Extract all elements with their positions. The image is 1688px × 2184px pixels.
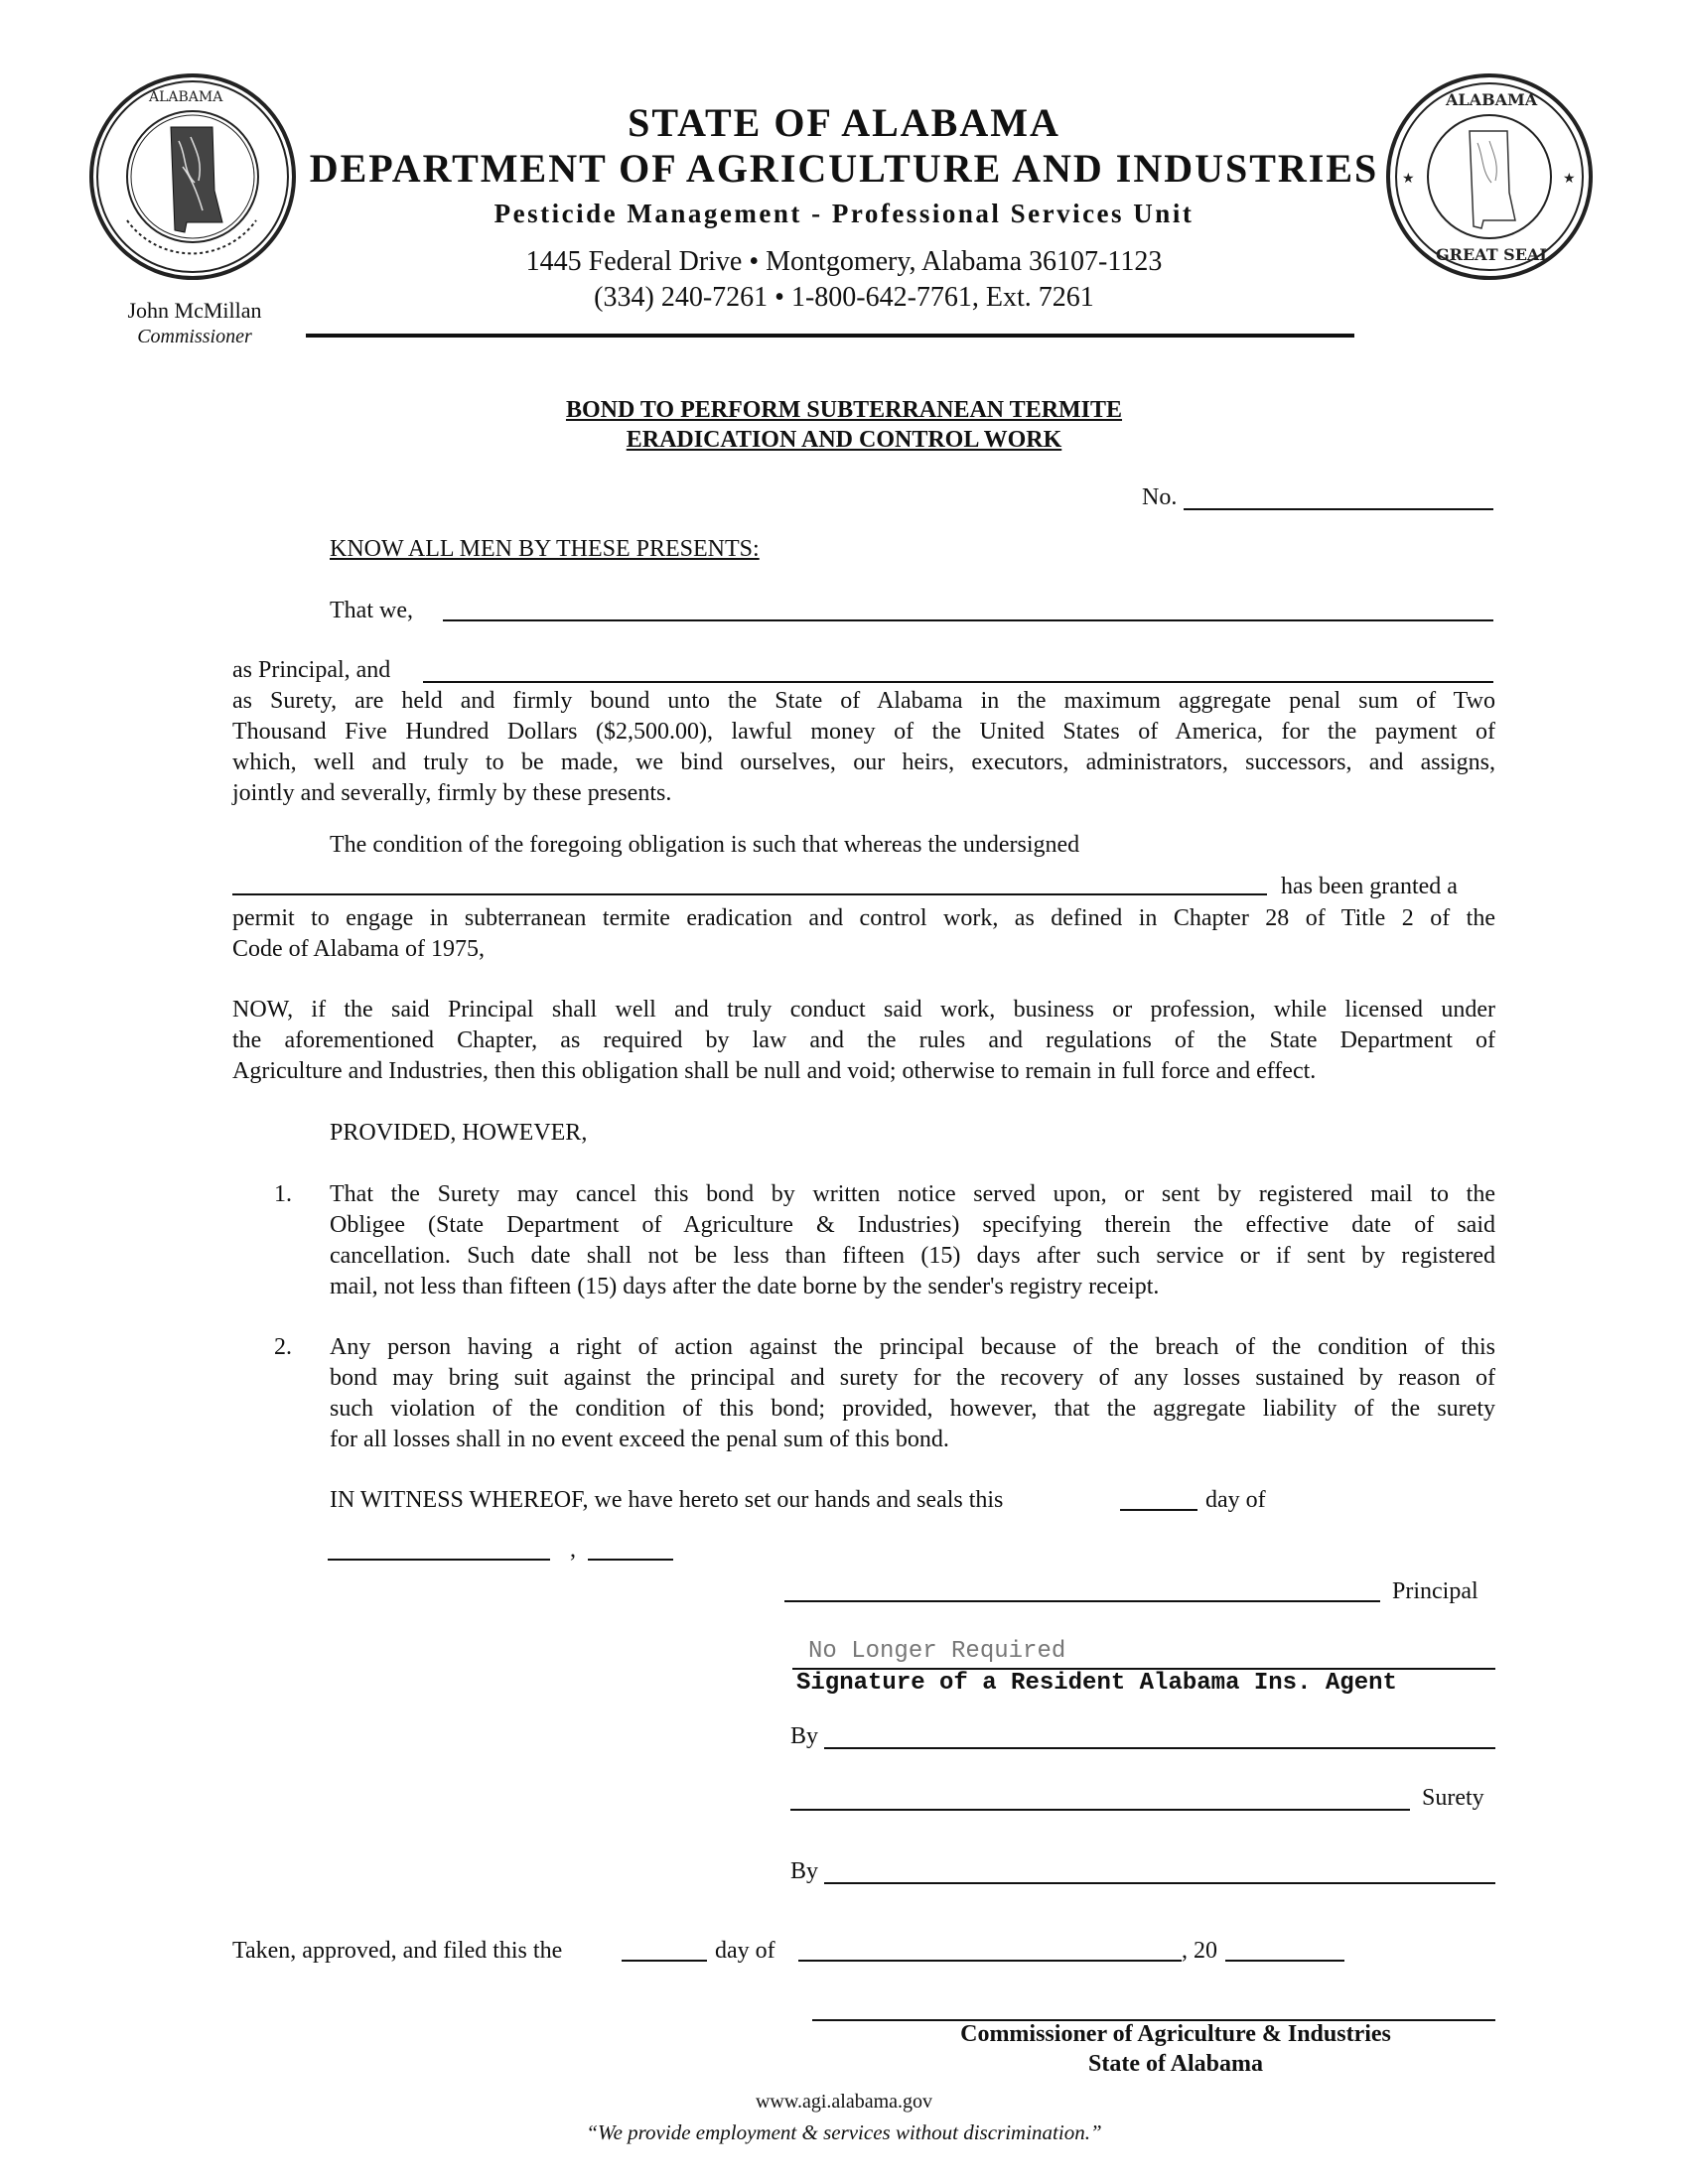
witness-day-of: day of	[1205, 1487, 1266, 1513]
surety-text-line1: as Surety, are held and firmly bound unto the State of Alabama in the maximum aggregate penal sum of Two	[232, 688, 1495, 714]
by-label-1: By	[790, 1723, 819, 1749]
taken-day-of: day of	[715, 1938, 775, 1964]
state-title: STATE OF ALABAMA	[628, 100, 1060, 145]
filed-year-field[interactable]	[1225, 1960, 1344, 1962]
witness-year-field[interactable]	[588, 1559, 673, 1561]
taken-text: Taken, approved, and filed this the	[232, 1938, 563, 1964]
item2-line1: Any person having a right of action against the principal because of the breach of the condition of this	[330, 1334, 1495, 1360]
principal-signature-field[interactable]	[784, 1600, 1380, 1602]
surety-signature-field[interactable]	[790, 1809, 1410, 1811]
svg-text:★: ★	[1402, 172, 1415, 187]
commissioner-title: Commissioner	[137, 326, 252, 347]
phone: (334) 240-7261 • 1-800-642-7761, Ext. 7261	[594, 282, 1094, 313]
agent-signature-label: Signature of a Resident Alabama Ins. Agent	[796, 1670, 1397, 1697]
as-principal-label: as Principal, and	[232, 657, 391, 683]
witness-text: IN WITNESS WHEREOF, we have hereto set our hands and seals this	[330, 1487, 1004, 1513]
witness-comma: ,	[570, 1537, 576, 1563]
surety-by-field[interactable]	[824, 1882, 1495, 1884]
item2-line4: for all losses shall in no event exceed the penal sum of this bond.	[330, 1427, 949, 1452]
granted-text: has been granted a	[1281, 874, 1458, 899]
surety-text-line3: which, well and truly to be made, we bind ourselves, our heirs, executors, administrators, successors, and assigns,	[232, 750, 1495, 775]
commissioner-sig-line1: Commissioner of Agriculture & Industries	[960, 2021, 1391, 2047]
filed-day-field[interactable]	[622, 1960, 707, 1962]
now-text-line2: the aforementioned Chapter, as required by law and the rules and regulations of the State Department of	[232, 1027, 1495, 1053]
permittee-name-field[interactable]	[232, 893, 1267, 895]
item1-line4: mail, not less than fifteen (15) days after the date borne by the sender's registry receipt.	[330, 1274, 1160, 1299]
footer-website[interactable]: www.agi.alabama.gov	[755, 2091, 933, 2113]
now-text-line1: NOW, if the said Principal shall well and truly conduct said work, business or profession, while licensed under	[232, 997, 1495, 1023]
item2-line3: such violation of the condition of this bond; provided, however, that the aggregate liability of the surety	[330, 1396, 1495, 1422]
department-title: DEPARTMENT OF AGRICULTURE AND INDUSTRIES	[309, 146, 1379, 191]
filed-month-field[interactable]	[798, 1960, 1182, 1962]
bond-number-label: No.	[1142, 484, 1178, 510]
witness-month-field[interactable]	[328, 1559, 550, 1561]
item1-line2: Obligee (State Department of Agriculture & Industries) specifying therein the effective date of said	[330, 1212, 1495, 1238]
svg-text:ALABAMA: ALABAMA	[1446, 90, 1538, 109]
now-text-line3: Agriculture and Industries, then this obligation shall be null and void; otherwise to remain in full force and effect.	[232, 1058, 1317, 1084]
surety-text-line4: jointly and severally, firmly by these presents.	[232, 780, 672, 806]
item1-line1: That the Surety may cancel this bond by written notice served upon, or sent by registered mail to the	[330, 1181, 1495, 1207]
principal-name-field[interactable]	[443, 619, 1493, 621]
header-rule	[306, 334, 1354, 338]
surety-name-field[interactable]	[423, 681, 1493, 683]
that-we-label: That we,	[330, 598, 413, 623]
address: 1445 Federal Drive • Montgomery, Alabama 36107-1123	[525, 246, 1163, 277]
surety-label: Surety	[1422, 1785, 1484, 1811]
by-label-2: By	[790, 1858, 819, 1884]
bond-number-field[interactable]	[1184, 508, 1493, 510]
item2-number: 2.	[274, 1334, 292, 1360]
witness-day-field[interactable]	[1120, 1509, 1197, 1511]
commissioner-name: John McMillan	[127, 298, 262, 323]
permit-text-line2: Code of Alabama of 1975,	[232, 936, 485, 962]
taken-year-prefix: , 20	[1182, 1938, 1217, 1964]
great-seal	[1384, 71, 1595, 282]
surety-text-line2: Thousand Five Hundred Dollars ($2,500.00), lawful money of the United States of America, for the payment of	[232, 719, 1495, 745]
unit-title: Pesticide Management - Professional Services Unit	[493, 199, 1195, 228]
know-all-heading: KNOW ALL MEN BY THESE PRESENTS:	[330, 536, 760, 562]
form-title-line2: ERADICATION AND CONTROL WORK	[626, 427, 1062, 453]
permit-text-line1: permit to engage in subterranean termite eradication and control work, as defined in Chapter 28 of Title 2 of the	[232, 905, 1495, 931]
item1-line3: cancellation. Such date shall not be less than fifteen (15) days after such service or if sent by registered	[330, 1243, 1495, 1269]
form-title-line1: BOND TO PERFORM SUBTERRANEAN TERMITE	[565, 397, 1123, 423]
footer-motto: “We provide employment & services without discrimination.”	[586, 2120, 1102, 2144]
commissioner-sig-line2: State of Alabama	[1088, 2051, 1263, 2077]
item1-number: 1.	[274, 1181, 292, 1207]
condition-intro: The condition of the foregoing obligation is such that whereas the undersigned	[330, 832, 1080, 858]
provided-heading: PROVIDED, HOWEVER,	[330, 1120, 588, 1146]
principal-label: Principal	[1392, 1578, 1478, 1604]
svg-text:ALABAMA: ALABAMA	[149, 89, 223, 105]
item2-line2: bond may bring suit against the principal and surety for the recovery of any losses sustained by reason of	[330, 1365, 1495, 1391]
svg-text:GREAT SEAL: GREAT SEAL	[1436, 245, 1551, 264]
svg-text:★: ★	[1563, 172, 1576, 187]
agent-by-field[interactable]	[824, 1747, 1495, 1749]
no-longer-required-note: No Longer Required	[808, 1638, 1066, 1665]
